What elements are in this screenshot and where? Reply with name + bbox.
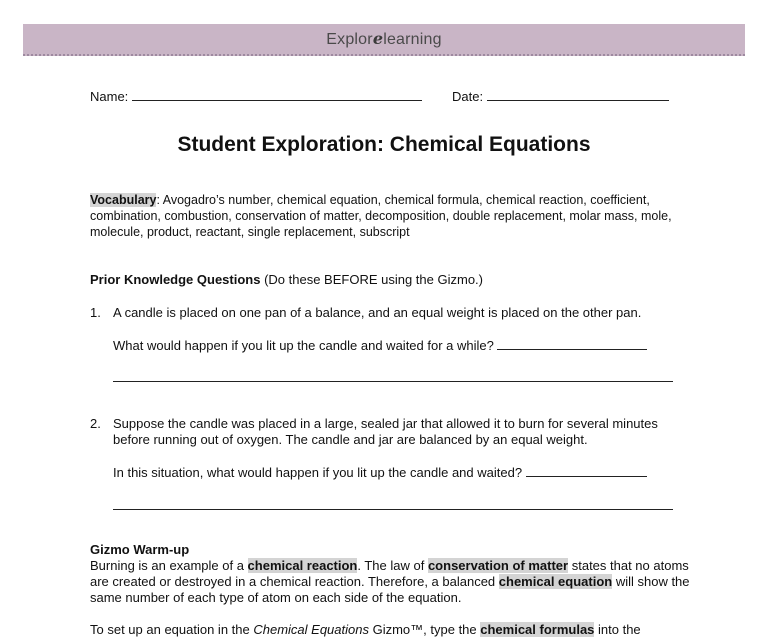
answer-line[interactable]	[113, 509, 673, 510]
warmup-title: Gizmo Warm-up	[90, 542, 190, 557]
answer-blank[interactable]	[526, 464, 647, 477]
vocabulary-paragraph	[90, 192, 690, 240]
date-label: Date:	[452, 89, 484, 104]
term-chemical-equation: chemical equation	[498, 574, 613, 589]
term-conservation-of-matter: conservation of matter	[427, 558, 569, 573]
warmup-text: To set up an equation in the	[90, 622, 254, 637]
warmup-text: will show the same number of each type of atom on each side of the equation.	[90, 574, 690, 605]
warmup-text: into the	[594, 622, 641, 637]
warmup-next-paragraph	[90, 622, 690, 638]
term-chemical-formulas: chemical formulas	[480, 622, 595, 637]
prior-knowledge-note: (Do these BEFORE using the Gizmo.)	[260, 272, 483, 287]
name-label: Name:	[90, 89, 129, 104]
warmup-text: Gizmo™, type the	[368, 622, 481, 637]
warmup-text: Burning is an example of a	[90, 558, 248, 573]
explorelearning-logo	[326, 29, 441, 49]
answer-line[interactable]	[113, 381, 673, 382]
logo-text-end: learning	[383, 31, 442, 48]
page-title: Student Exploration: Chemical Equations	[177, 133, 591, 156]
date-blank[interactable]	[487, 88, 669, 101]
question-number: 2.	[90, 416, 101, 431]
logo-text-start: Explor	[326, 31, 373, 48]
question-prompt	[113, 337, 683, 354]
name-field[interactable]	[90, 88, 422, 105]
warmup-paragraph	[90, 558, 690, 606]
page-header-band	[23, 24, 745, 56]
prior-knowledge-title: Prior Knowledge Questions	[90, 272, 261, 287]
gizmo-name: Chemical Equations	[253, 622, 369, 637]
answer-blank[interactable]	[497, 337, 647, 350]
warmup-text: states that no atoms are created or destroyed in a chemical reaction. Therefore, a balanced	[90, 558, 689, 589]
question-text: Suppose the candle was placed in a large, sealed jar that allowed it to burn for several minutes before running out of oxygen. The candle and jar are balanced by an equal weight.	[113, 416, 658, 447]
prior-knowledge-heading	[90, 272, 690, 288]
name-blank[interactable]	[132, 88, 422, 101]
question-prompt-text: In this situation, what would happen if you lit up the candle and waited?	[113, 465, 523, 480]
date-field[interactable]	[452, 88, 669, 105]
question-prompt-text: What would happen if you lit up the candle and waited for a while?	[113, 338, 494, 353]
term-chemical-reaction: chemical reaction	[247, 558, 358, 573]
vocabulary-label: Vocabulary	[90, 193, 157, 207]
warmup-heading	[90, 542, 690, 558]
warmup-text: . The law of	[357, 558, 428, 573]
question-text: A candle is placed on one pan of a balance, and an equal weight is placed on the other pan.	[113, 305, 642, 320]
question-number: 1.	[90, 305, 101, 320]
logo-script-e: e	[372, 29, 384, 48]
vocabulary-terms: : Avogadro’s number, chemical equation, chemical formula, chemical reaction, coefficient, combination, combustion, conservation of matter, decomposition, double replacement, molar mass, mole, molecule, product, reactant, single replacement, subscript	[90, 193, 672, 239]
question-prompt	[113, 464, 683, 481]
